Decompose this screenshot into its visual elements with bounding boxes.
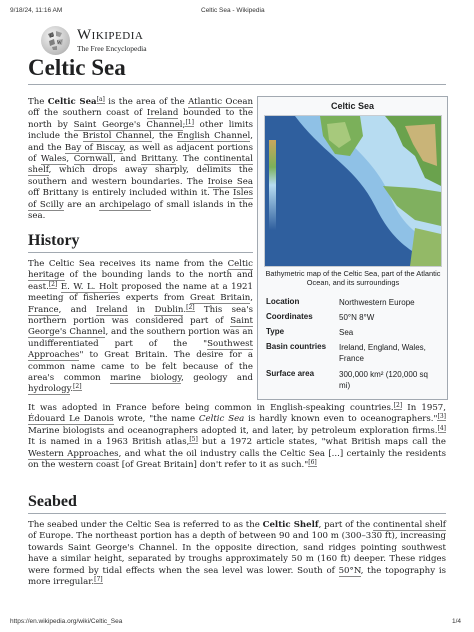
seabed-divider	[28, 513, 446, 514]
link-bay-of-biscay[interactable]: Bay of Biscay	[64, 142, 124, 153]
seabed-paragraph: The seabed under the Celtic Sea is referred to as the Celtic Shelf, part of the continental shelf of Europe. The northeast portion has a depth of between 90 and 100 m (300–330 ft), increasing towards Saint George's Channel. In the opposite direction, sand ridges pointing southwest have a similar height, separated by troughs approximately 50 m (160 ft) deeper. These ridges were formed by tidal effects when the sea level was lower. South of 50°N, the topography is more irregular.[7]	[28, 520, 447, 588]
print-tab-title: Celtic Sea - Wikipedia	[201, 7, 265, 14]
page-title: Celtic Sea	[28, 55, 126, 80]
link-cornwall[interactable]: Cornwall	[73, 154, 114, 165]
infobox-caption: Bathymetric map of the Celtic Sea, part of the Atlantic Ocean, and its surroundings	[265, 269, 441, 287]
history-divider	[28, 252, 253, 253]
svg-text:Ω: Ω	[50, 34, 54, 39]
svg-text:W: W	[57, 41, 62, 46]
ref-link-7[interactable]: [7]	[94, 576, 103, 584]
link-hydrology[interactable]: hydrology	[28, 384, 71, 395]
link-ireland[interactable]: Ireland	[146, 108, 179, 119]
link-continental-shelf[interactable]: continental shelf	[28, 154, 253, 176]
link-edouard-le-danois[interactable]: Édouard Le Danois	[28, 414, 114, 425]
link-bristol-channel[interactable]: Bristol Channel	[82, 131, 152, 142]
section-heading-seabed: Seabed	[28, 493, 77, 510]
history-paragraph-1: The Celtic Sea receives its name from the Celtic heritage of the bounding lands to the north and east.[2] E. W. L. Holt proposed the name at a 1921 meeting of fisheries experts from Great Britain, France, and Ireland in Dublin.[2] This sea's northern portion was considered part of Saint George's Channel, and the southern portion was an undifferentiated part of the "Southwest Approaches" to Great Britain. The desire for a common name came to be felt because of the area's common marine biology, geology and hydrology.[2]	[28, 259, 254, 395]
bathymetric-map[interactable]	[264, 115, 442, 267]
wikipedia-globe-icon[interactable]	[41, 26, 70, 55]
link-great-britain[interactable]: Great Britain	[190, 293, 251, 304]
link-france[interactable]: France	[28, 304, 59, 315]
infobox-value-basin-countries[interactable]: Ireland, England, Wales, France	[339, 343, 426, 363]
infobox-label-surface-area: Surface area	[266, 369, 315, 378]
infobox-label-location: Location	[266, 297, 300, 306]
link-brittany[interactable]: Brittany	[141, 154, 176, 165]
link-isles-of-scilly[interactable]: Isles of Scilly	[28, 188, 253, 210]
print-url: https://en.wikipedia.org/wiki/Celtic_Sea	[10, 618, 123, 625]
infobox-label-basin-countries: Basin countries	[266, 342, 327, 351]
title-divider	[28, 84, 446, 85]
ref-link-2d[interactable]: [2]	[393, 402, 403, 409]
link-atlantic-ocean[interactable]: Atlantic Ocean	[188, 97, 254, 107]
link-english-channel[interactable]: English Channel	[177, 131, 251, 142]
ref-link-2c[interactable]: [2]	[73, 383, 82, 391]
infobox-value-location[interactable]: Northwestern Europe	[339, 298, 415, 307]
print-date: 9/18/24, 11:16 AM	[10, 7, 63, 14]
infobox-value-surface-area: 300,000 km² (120,000 sq mi)	[339, 370, 428, 390]
link-celts[interactable]: Celtic heritage	[28, 259, 253, 281]
ref-link-3[interactable]: [3]	[437, 413, 446, 421]
link-archipelago[interactable]: archipelago	[99, 199, 151, 210]
link-western-approaches[interactable]: Western Approaches	[28, 448, 119, 459]
print-page-number: 1/4	[452, 618, 462, 625]
ref-link-1[interactable]: [1]	[185, 118, 194, 126]
link-ew-l-holt[interactable]: E. W. L. Holt	[60, 281, 118, 292]
infobox-label-type: Type	[266, 327, 285, 336]
link-iroise-sea[interactable]: Iroise Sea	[207, 176, 253, 187]
link-ireland-2[interactable]: Ireland	[96, 304, 128, 315]
link-wales[interactable]: Wales	[40, 154, 67, 165]
ref-link-2[interactable]: [2]	[48, 280, 58, 288]
link-50n[interactable]: 50°N	[338, 565, 361, 576]
ref-link-6[interactable]: [6]	[308, 459, 317, 467]
lead-paragraph: The Celtic Sea[a] is the area of the Atlantic Ocean off the southern coast of Ireland bounded to the north by Saint George's Channel;[1] other limits include the Bristol Channel, the English Channel, and the Bay of Biscay, as well as adjacent portions of Wales, Cornwall, and Brittany. The continental shelf, which drops away sharply, delimits the southern and western boundaries. The Iroise Sea off Brittany is entirely included within it. The Isles of Scilly are an archipelago of small islands in the sea.	[28, 96, 254, 222]
infobox	[257, 96, 448, 400]
history-paragraph-2: It was adopted in France before being common in English-speaking countries.[2] In 1957, Édouard Le Danois wrote, "the name Celtic Sea is hardly known even to oceanographers."[3] Marine biologists and oceanographers adopted it, and later, by petroleum exploration firms.[4] It is named in a 1963 British atlas,[5] but a 1972 article states, "what British maps call the Western Approaches, and what the oil industry calls the Celtic Sea [...] certainly the residents on the western coast [of Great Britain] don't refer to it as such."[6]	[28, 402, 447, 471]
infobox-label-coordinates: Coordinates	[266, 312, 313, 321]
link-marine-biology[interactable]: marine biology	[110, 373, 182, 384]
wikipedia-tagline: The Free Encyclopedia	[77, 44, 147, 53]
link-st-georges-channel-2[interactable]: Saint George's Channel	[28, 316, 253, 338]
wikipedia-wordmark[interactable]: Wikipedia	[77, 27, 144, 43]
link-southwest-approaches[interactable]: Southwest Approaches	[28, 338, 253, 361]
note-link-a[interactable]: [a]	[96, 96, 105, 103]
infobox-value-type[interactable]: Sea	[339, 328, 354, 337]
section-heading-history: History	[28, 232, 80, 249]
ref-link-5[interactable]: [5]	[189, 436, 198, 444]
infobox-title: Celtic Sea	[330, 101, 375, 111]
ref-link-2b[interactable]: [2]	[186, 303, 195, 311]
link-st-georges-channel[interactable]: Saint George's Channel	[73, 119, 183, 130]
link-continental-shelf-2[interactable]: continental shelf	[373, 520, 446, 530]
ref-link-4[interactable]: [4]	[437, 424, 446, 432]
link-dublin[interactable]: Dublin	[154, 304, 184, 315]
infobox-value-coordinates[interactable]: 50°N 8°W	[339, 313, 375, 322]
